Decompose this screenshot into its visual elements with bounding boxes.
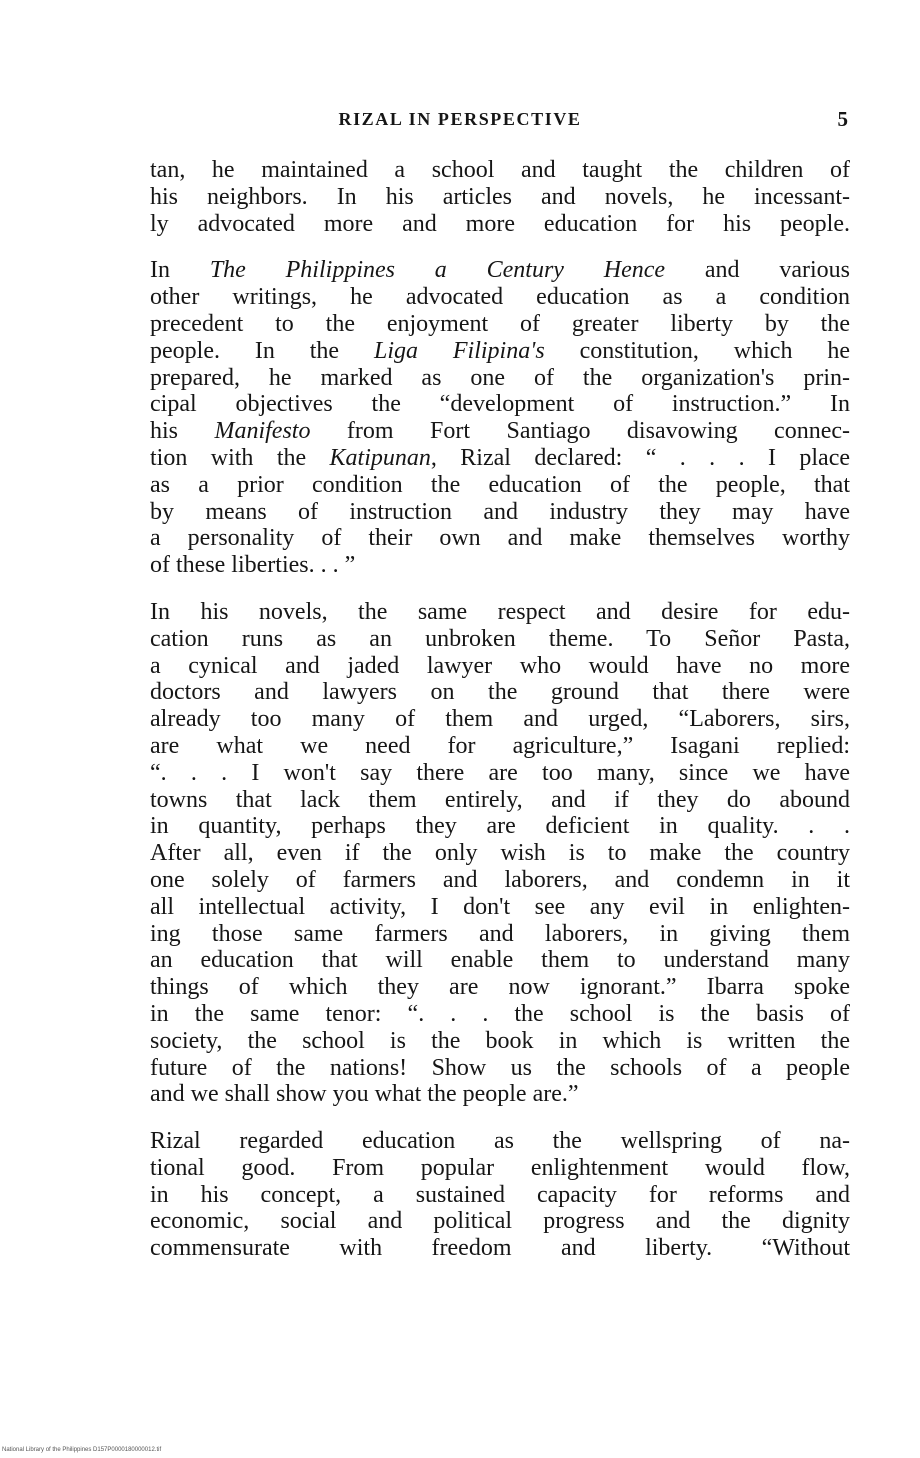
text-line: “. . . I won't say there are too many, since we have <box>150 759 850 786</box>
italic-phrase: Manifesto <box>214 418 311 445</box>
running-header <box>0 104 920 134</box>
text-line: In his novels, the same respect and desire for edu- <box>150 598 850 625</box>
text-line: all intellectual activity, I don't see any evil in enlighten- <box>150 893 850 920</box>
text-line: ly advocated more and more education for his people. <box>150 210 850 237</box>
text-line: people. In the Liga Filipina's constitution, which he <box>150 337 850 364</box>
text-line: things of which they are now ignorant.” Ibarra spoke <box>150 974 850 1001</box>
text-line: his Manifesto from Fort Santiago disavowing connec- <box>150 418 850 445</box>
text-line: by means of instruction and industry they may have <box>150 498 850 525</box>
text-line: cipal objectives the “development of instruction.” In <box>150 391 850 418</box>
text-line: cation runs as an unbroken theme. To Señor Pasta, <box>150 625 850 652</box>
paragraph-1 <box>150 157 850 237</box>
page-number: 5 <box>837 107 848 131</box>
paragraph-4 <box>150 1128 850 1262</box>
text-line: precedent to the enjoyment of greater liberty by the <box>150 310 850 337</box>
text-line: future of the nations! Show us the schools of a people <box>150 1054 850 1081</box>
text-line: an education that will enable them to understand many <box>150 947 850 974</box>
scan-footer-note: National Library of the Philippines D157P0000180000012.tif <box>2 1447 162 1453</box>
text-line: in quantity, perhaps they are deficient in quality. . . <box>150 813 850 840</box>
text-line: a personality of their own and make themselves worthy <box>150 525 850 552</box>
text-line: tion with the Katipunan, Rizal declared: “ . . . I place <box>150 444 850 471</box>
text-line: of these liberties. . . ” <box>150 552 356 579</box>
running-title: RIZAL IN PERSPECTIVE <box>338 109 582 129</box>
text-line: are what we need for agriculture,” Isagani replied: <box>150 732 850 759</box>
text-line: tional good. From popular enlightenment would flow, <box>150 1154 850 1181</box>
italic-phrase: The Philippines a Century Hence <box>209 257 666 284</box>
text-line: economic, social and political progress and the dignity <box>150 1208 850 1235</box>
text-line: In The Philippines a Century Hence and various <box>150 257 851 284</box>
paragraph-3 <box>150 599 850 1108</box>
body-text <box>150 157 850 1262</box>
text-line: society, the school is the book in which is written the <box>150 1027 850 1054</box>
text-line: Rizal regarded education as the wellspring of na- <box>150 1128 850 1155</box>
text-line: After all, even if the only wish is to make the country <box>150 840 850 867</box>
paragraph-2 <box>150 257 850 579</box>
text-line: commensurate with freedom and liberty. “Without <box>150 1235 850 1262</box>
text-line: tan, he maintained a school and taught the children of <box>150 157 850 183</box>
text-line: already too many of them and urged, “Laborers, sirs, <box>150 706 850 733</box>
text-line: and we shall show you what the people are.” <box>150 1081 579 1108</box>
italic-phrase: Liga Filipina's <box>373 337 545 364</box>
text-line: in his concept, a sustained capacity for reforms and <box>150 1181 850 1208</box>
text-line: a cynical and jaded lawyer who would have no more <box>150 652 850 679</box>
text-line: as a prior condition the education of the people, that <box>150 471 850 498</box>
text-line: other writings, he advocated education as a condition <box>150 284 850 311</box>
text-line: doctors and lawyers on the ground that there were <box>150 679 850 706</box>
text-line: his neighbors. In his articles and novels, he incessant- <box>150 183 850 210</box>
text-line: prepared, he marked as one of the organization's prin- <box>150 364 850 391</box>
text-line: one solely of farmers and laborers, and condemn in it <box>150 866 850 893</box>
text-line: towns that lack them entirely, and if they do abound <box>150 786 850 813</box>
text-line: in the same tenor: “. . . the school is the basis of <box>150 1000 850 1027</box>
italic-phrase: Katipunan <box>329 444 431 471</box>
text-line: ing those same farmers and laborers, in giving them <box>150 920 850 947</box>
